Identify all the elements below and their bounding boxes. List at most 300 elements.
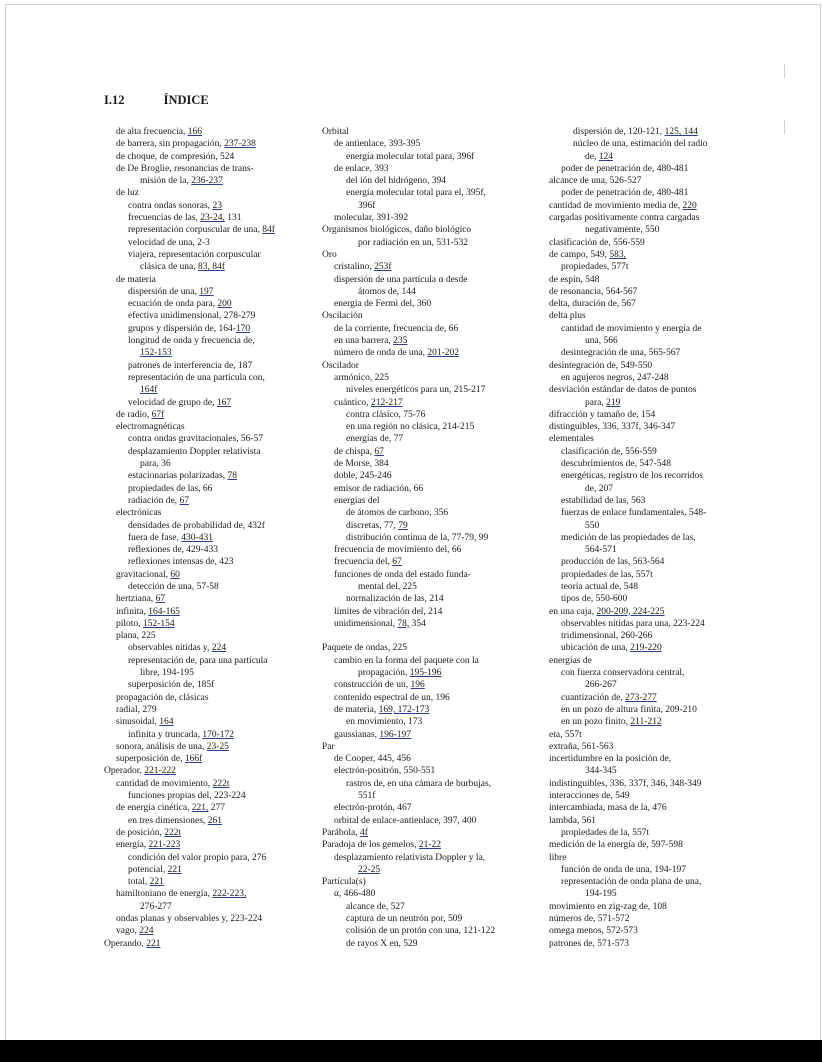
margin-mark <box>784 120 785 134</box>
entry-text: números de, 571-572 <box>549 914 630 924</box>
entry-text: de Morse, 384 <box>334 459 389 470</box>
page-reference-link[interactable]: 200-209, 224-225 <box>596 606 665 617</box>
entry-text: libre, 194-195 <box>140 668 194 679</box>
index-entry <box>104 876 312 888</box>
entry-text: fuerzas de enlace fundamentales, 548- <box>561 508 707 519</box>
entry-text: piloto, <box>116 618 143 629</box>
index-entry <box>104 778 312 790</box>
entry-text: Orbital <box>322 127 349 137</box>
entry-text: de antienlace, 393-395 <box>334 139 421 150</box>
page-reference-link[interactable]: 224 <box>211 643 227 654</box>
index-entry <box>322 446 536 458</box>
page-reference-link[interactable]: 125, 144 <box>664 127 698 137</box>
entry-text: doble, 245-246 <box>334 471 392 482</box>
entry-text: medición de las propiedades de las, <box>561 532 696 543</box>
entry-text: α, 466-480 <box>334 889 376 900</box>
index-entry <box>322 692 536 704</box>
entry-text: clasificación de, 556-559 <box>561 446 657 457</box>
page-reference-link[interactable]: 67f <box>151 409 165 420</box>
index-entry <box>322 372 536 384</box>
index-entry <box>549 532 744 544</box>
page-reference-link[interactable]: 164-165 <box>148 606 180 617</box>
entry-text: omega menos, 572-573 <box>549 926 638 937</box>
index-entry <box>549 753 744 765</box>
index-entry <box>104 224 312 236</box>
page-reference-link[interactable]: 273-277 <box>625 692 657 703</box>
entry-text: indistinguibles, 336, 337f, 346, 348-349 <box>549 778 702 789</box>
index-entry <box>549 495 744 507</box>
entry-text: Par <box>322 741 335 752</box>
index-entry <box>104 151 312 163</box>
page-reference-link[interactable]: 170 <box>235 323 251 334</box>
entry-text: función de onda de una, 194-197 <box>561 864 687 875</box>
entry-text-tail: 354 <box>409 618 426 629</box>
page-reference-link[interactable]: 79 <box>398 520 408 531</box>
page-reference-link[interactable]: 583, <box>609 249 627 260</box>
index-entry <box>322 802 536 814</box>
index-entry <box>104 384 312 396</box>
index-entry <box>322 667 536 679</box>
page-reference-link[interactable]: 222t <box>164 827 182 838</box>
entry-text: en movimiento, 173 <box>346 717 423 728</box>
entry-text: clasificación de, 556-559 <box>549 237 645 248</box>
page-reference-link[interactable]: 166f <box>184 754 203 765</box>
index-entry <box>322 753 536 765</box>
entry-text: poder de penetración de, 480-481 <box>561 163 689 174</box>
page-reference-link[interactable]: 430-431 <box>181 532 213 543</box>
page-reference-link[interactable]: 164 <box>159 717 174 728</box>
index-entry <box>322 704 536 716</box>
entry-text: una, 566 <box>585 336 618 347</box>
page-reference-link[interactable]: 261 <box>207 815 222 826</box>
page-reference-link[interactable]: 67 <box>179 495 189 506</box>
page-reference-link[interactable]: 78 <box>227 471 237 482</box>
index-entry <box>104 507 312 519</box>
index-entry <box>322 901 536 913</box>
entry-text: energías de, 77 <box>346 434 404 445</box>
entry-text: superposición de, <box>116 754 185 765</box>
index-entry <box>549 741 744 753</box>
entry-text: fuera de fase, <box>128 532 182 543</box>
index-entry <box>104 692 312 704</box>
index-entry <box>104 581 312 593</box>
entry-text: representación de una partícula con, <box>128 372 265 383</box>
page-reference-link[interactable]: 221-222 <box>144 766 176 777</box>
entry-text: cuantización de, <box>561 692 626 703</box>
index-entry <box>322 323 536 335</box>
entry-text: 266-267 <box>585 680 617 691</box>
index-entry <box>549 446 744 458</box>
page-reference-link[interactable]: 21-22 <box>418 840 441 851</box>
entry-text: cantidad de movimiento media de, <box>549 200 683 211</box>
index-entry <box>104 187 312 199</box>
index-entry <box>322 839 536 851</box>
entry-text: movimiento en zig-zag de, 108 <box>549 901 667 912</box>
page-reference-link[interactable]: 235 <box>393 336 408 347</box>
page-reference-link[interactable]: 211-212 <box>630 717 662 728</box>
index-entry <box>322 642 536 654</box>
index-entry <box>549 913 744 925</box>
page-reference-link[interactable]: 195-196 <box>409 668 442 679</box>
page-reference-link[interactable]: 152-153 <box>140 348 172 359</box>
page-reference-link[interactable]: 222t <box>212 778 230 789</box>
index-entry <box>322 606 536 618</box>
entry-text: frecuencia de movimiento del, 66 <box>334 545 462 556</box>
page-reference-link[interactable]: 236-237 <box>191 176 223 187</box>
index-entry <box>104 495 312 507</box>
index-entry <box>322 888 536 900</box>
index-entry <box>104 237 312 249</box>
entry-text: libre <box>549 852 567 863</box>
entry-text: de resonancia, 564-567 <box>549 286 638 297</box>
index-entry <box>322 151 536 163</box>
entry-text: electrón-protón, 467 <box>334 803 412 814</box>
index-entry <box>549 544 744 556</box>
page-reference-link[interactable]: 166 <box>187 127 202 137</box>
index-entry <box>322 470 536 482</box>
entry-text: de posición, <box>116 827 165 838</box>
entry-text: distinguibles, 336, 337f, 346-347 <box>549 422 676 433</box>
page-reference-link[interactable]: 222-223, <box>212 889 247 900</box>
page-reference-link[interactable]: 196 <box>410 680 425 691</box>
entry-text: normalización de las, 214 <box>346 594 444 605</box>
index-entry <box>322 347 536 359</box>
index-entry <box>322 163 536 175</box>
index-entry <box>104 630 312 642</box>
entry-text: desintegración de, 549-550 <box>549 360 653 371</box>
index-entry <box>322 187 536 199</box>
entry-text: clásica de una, <box>140 262 199 273</box>
index-entry <box>549 138 744 150</box>
index-entry <box>322 224 536 236</box>
index-entry <box>104 335 312 347</box>
page-reference-link[interactable]: 22-25 <box>358 864 381 875</box>
index-entry <box>322 458 536 470</box>
entry-text: propiedades de la, 557t <box>561 827 650 838</box>
entry-text: número de onda de una, <box>334 348 428 359</box>
index-entry <box>549 667 744 679</box>
entry-text: energía molecular total para, 396f <box>346 151 475 162</box>
entry-text: Operador, <box>104 766 145 777</box>
entry-text: estacionarias polarizadas, <box>128 471 228 482</box>
entry-text: niveles energéticos para un, 215-217 <box>346 385 486 396</box>
entry-text: dispersión de, 120-121, <box>573 127 665 137</box>
index-entry <box>322 765 536 777</box>
entry-text: patrones de interferencia de, 187 <box>128 360 253 371</box>
page-reference-link[interactable]: 23 <box>212 200 222 211</box>
index-entry <box>104 138 312 150</box>
entry-text: en una barrera, <box>334 336 394 347</box>
page-reference-link[interactable]: 219 <box>606 397 621 408</box>
index-entry <box>322 618 536 630</box>
index-entry <box>104 360 312 372</box>
index-entry <box>549 888 744 900</box>
page-reference-link[interactable]: 224 <box>139 926 154 937</box>
page-reference-link[interactable]: 164f <box>140 385 158 396</box>
entry-text: de luz <box>116 188 139 199</box>
entry-text: propiedades, 577t <box>561 262 629 273</box>
entry-text: gravitacional, <box>116 569 171 580</box>
index-entry <box>104 163 312 175</box>
page-reference-link[interactable]: 221-223 <box>148 840 181 851</box>
entry-text: construcción de un, <box>334 680 411 691</box>
entry-text: cristalino, <box>334 262 375 273</box>
entry-text: velocidad de una, 2-3 <box>128 237 210 248</box>
entry-text: funciones propias del, 223-224 <box>128 791 246 802</box>
index-entry <box>104 544 312 556</box>
index-entry <box>549 483 744 495</box>
entry-text: núcleo de una, estimación del radio <box>573 139 708 150</box>
entry-text: dispersión de una partícula α desde <box>334 274 468 285</box>
entry-text: reflexiones intensas de, 423 <box>128 557 234 568</box>
entry-text: captura de un neutrón por, 509 <box>346 914 463 924</box>
page-reference-link[interactable]: 253f <box>374 262 392 273</box>
entry-text: Oro <box>322 249 337 260</box>
entry-text: grupos y dispersión de, 164- <box>128 323 236 334</box>
entry-text: total, <box>128 877 150 888</box>
index-entry <box>104 888 312 900</box>
entry-text: Parábola, <box>322 827 360 838</box>
index-entry <box>549 384 744 396</box>
entry-text: de radio, <box>116 409 152 420</box>
entry-text: desviación estándar de datos de puntos <box>549 385 697 396</box>
page-reference-link[interactable]: 201-202 <box>427 348 460 359</box>
page-reference-link[interactable]: 60 <box>170 569 180 580</box>
index-entry <box>322 544 536 556</box>
entry-text: Oscilación <box>322 311 363 322</box>
index-entry <box>322 913 536 925</box>
index-entry <box>322 138 536 150</box>
index-entry <box>104 729 312 741</box>
page-reference-link[interactable]: 4f <box>360 827 368 838</box>
index-entry <box>322 298 536 310</box>
index-entry <box>549 901 744 913</box>
index-entry <box>104 532 312 544</box>
entry-text: cambio en la forma del paquete con la <box>334 655 479 666</box>
entry-text: delta, duración de, 567 <box>549 299 636 310</box>
entry-text: límites de vibración del, 214 <box>334 606 443 617</box>
page-reference-link[interactable]: 67 <box>155 594 166 605</box>
index-entry <box>104 397 312 409</box>
index-entry <box>104 815 312 827</box>
index-entry <box>322 581 536 593</box>
index-entry <box>104 212 312 224</box>
entry-text: de rayos X en, 529 <box>346 938 418 949</box>
entry-text: de espín, 548 <box>549 274 600 285</box>
page-reference-link[interactable]: 197 <box>199 286 214 297</box>
entry-text: con fuerza conservadora central, <box>561 668 685 679</box>
index-entry <box>322 852 536 864</box>
page-reference-link[interactable]: 78, <box>397 618 410 629</box>
page-reference-link[interactable]: 170-172 <box>202 729 235 740</box>
entry-text: energía molecular total para el, 395f, <box>346 188 486 199</box>
index-entry <box>322 261 536 273</box>
index-entry <box>549 212 744 224</box>
index-entry <box>104 126 312 138</box>
entry-text: 564-571 <box>585 545 617 556</box>
page-reference-link[interactable]: 124 <box>598 151 613 162</box>
index-entry <box>549 852 744 864</box>
index-entry <box>549 802 744 814</box>
entry-text: de, <box>585 151 599 162</box>
entry-text: tipos de, 550-600 <box>561 594 628 605</box>
page-reference-link[interactable]: 219-220 <box>630 643 662 654</box>
entry-text: de De Broglie, resonancias de trans- <box>116 163 254 174</box>
entry-text: delta plus <box>549 311 586 322</box>
entry-text: de materia <box>116 274 156 285</box>
page-reference-link[interactable]: 83, 84f <box>198 262 225 273</box>
entry-text: teoría actual de, 548 <box>561 581 639 592</box>
entry-text: átomos de, 144 <box>358 286 416 297</box>
index-entry <box>549 692 744 704</box>
entry-text: de barrera, sin propagación, <box>116 139 225 150</box>
entry-text: propagación, <box>358 668 410 679</box>
margin-mark <box>784 64 785 78</box>
page-reference-link[interactable]: 23-24, <box>200 213 225 224</box>
page-reference-link[interactable]: 23-25 <box>206 741 229 752</box>
entry-text: Paquete de ondas, 225 <box>322 643 407 654</box>
page-reference-link[interactable]: 167 <box>216 397 232 408</box>
page-reference-link[interactable]: 237-238 <box>224 139 256 150</box>
index-entry <box>322 655 536 667</box>
index-entry <box>549 298 744 310</box>
index-entry <box>104 606 312 618</box>
entry-text: energéticas, registro de los recorridos <box>561 471 704 482</box>
index-entry <box>322 212 536 224</box>
entry-text: de campo, 549, <box>549 249 610 260</box>
entry-text: de la corriente, frecuencia de, 66 <box>334 323 459 334</box>
index-entry <box>322 532 536 544</box>
index-entry <box>104 925 312 937</box>
index-entry <box>104 753 312 765</box>
index-entry <box>104 852 312 864</box>
page-reference-link[interactable]: 220 <box>682 200 697 211</box>
page-reference-link[interactable]: 67 <box>374 446 384 457</box>
index-entry <box>104 901 312 913</box>
index-entry <box>549 470 744 482</box>
index-entry <box>549 593 744 605</box>
index-entry <box>104 642 312 654</box>
index-entry <box>549 815 744 827</box>
index-entry <box>104 372 312 384</box>
index-entry <box>104 802 312 814</box>
entry-text: mental del, 225 <box>358 581 417 592</box>
entry-text: del ión del hidrógeno, 394 <box>346 176 446 187</box>
index-entry <box>549 151 744 163</box>
index-entry <box>104 790 312 802</box>
index-entry <box>549 187 744 199</box>
index-entry <box>549 310 744 322</box>
page-reference-link[interactable]: 221, <box>191 803 209 814</box>
entry-text: contra clásico, 75-76 <box>346 409 426 420</box>
index-entry <box>549 224 744 236</box>
entry-text: Paradoja de los gemelos, <box>322 840 419 851</box>
entry-text: radiación de, <box>128 495 180 506</box>
entry-text: detección de una, 57-58 <box>128 581 219 592</box>
page-reference-link[interactable]: 84f <box>262 225 275 236</box>
index-entry <box>322 569 536 581</box>
index-entry <box>549 274 744 286</box>
index-entry <box>322 556 536 568</box>
entry-text: plana, 225 <box>116 631 156 642</box>
entry-text: longitud de onda y frecuencia de, <box>128 336 255 347</box>
entry-text: de energía cinética, <box>116 803 192 814</box>
index-entry <box>549 261 744 273</box>
page-reference-link[interactable]: 67 <box>392 557 402 568</box>
index-entry <box>549 200 744 212</box>
entry-text: contra ondas gravitacionales, 56-57 <box>128 434 264 445</box>
index-entry <box>322 495 536 507</box>
index-entry <box>322 200 536 212</box>
entry-text: misión de la, <box>140 176 192 187</box>
entry-text: efectiva unidimensional, 278-279 <box>128 311 256 322</box>
index-entry <box>549 409 744 421</box>
entry-text: superposición de, 185f <box>128 680 215 691</box>
entry-text: de choque, de compresión, 524 <box>116 151 235 162</box>
entry-text: alcance de, 527 <box>346 901 405 912</box>
index-entry <box>549 360 744 372</box>
index-entry <box>322 274 536 286</box>
page-reference-link[interactable]: 221 <box>146 938 161 949</box>
index-entry <box>322 790 536 802</box>
entry-text: intercambiada, masa de la, 476 <box>549 803 667 814</box>
entry-text: incertidumbre en la posición de, <box>549 754 672 765</box>
entry-text: Operando, <box>104 938 147 949</box>
index-entry <box>104 704 312 716</box>
index-entry <box>549 716 744 728</box>
index-entry <box>322 864 536 876</box>
entry-text: elementales <box>549 434 594 445</box>
index-entry <box>104 716 312 728</box>
index-entry <box>322 409 536 421</box>
entry-text: propiedades de las, 66 <box>128 483 213 494</box>
entry-text: por radiación en un, 531-532 <box>358 237 469 248</box>
entry-text: infinita y truncada, <box>128 729 203 740</box>
page-reference-link[interactable]: 152-154 <box>142 618 175 629</box>
index-entry <box>104 261 312 273</box>
entry-text: de materia, <box>334 704 379 715</box>
entry-text: 396f <box>358 200 376 211</box>
entry-text: hertziana, <box>116 594 156 605</box>
page-number: I.12 <box>104 93 125 107</box>
index-entry <box>322 716 536 728</box>
index-entry <box>322 827 536 839</box>
index-entry <box>104 741 312 753</box>
page-reference-link[interactable]: 169, 172-173 <box>378 704 430 715</box>
entry-text: en un pozo de altura finita, 209-210 <box>561 704 697 715</box>
index-entry <box>322 741 536 753</box>
entry-text: de Cooper, 445, 456 <box>334 754 411 765</box>
entry-text: unidimensional, <box>334 618 398 629</box>
entry-text: 551f <box>358 791 376 802</box>
index-entry <box>549 507 744 519</box>
index-column-3 <box>549 126 744 950</box>
page-reference-link[interactable]: 221 <box>167 864 182 875</box>
entry-text: para, 36 <box>140 459 171 470</box>
entry-text: eta, 557t <box>549 729 582 740</box>
entry-text: en tres dimensiones, <box>128 815 208 826</box>
page-reference-link[interactable]: 221 <box>149 877 164 888</box>
entry-text: velocidad de grupo de, <box>128 397 217 408</box>
index-entry <box>549 581 744 593</box>
entry-text: de, 207 <box>585 483 613 494</box>
page-reference-link[interactable]: 212-217 <box>370 397 403 408</box>
page-reference-link[interactable]: 196-197 <box>379 729 412 740</box>
entry-text: viajera, representación corpuscular <box>128 249 261 260</box>
entry-text: 194-195 <box>585 889 617 900</box>
page-reference-link[interactable]: 200 <box>217 299 232 310</box>
index-entry <box>104 323 312 335</box>
